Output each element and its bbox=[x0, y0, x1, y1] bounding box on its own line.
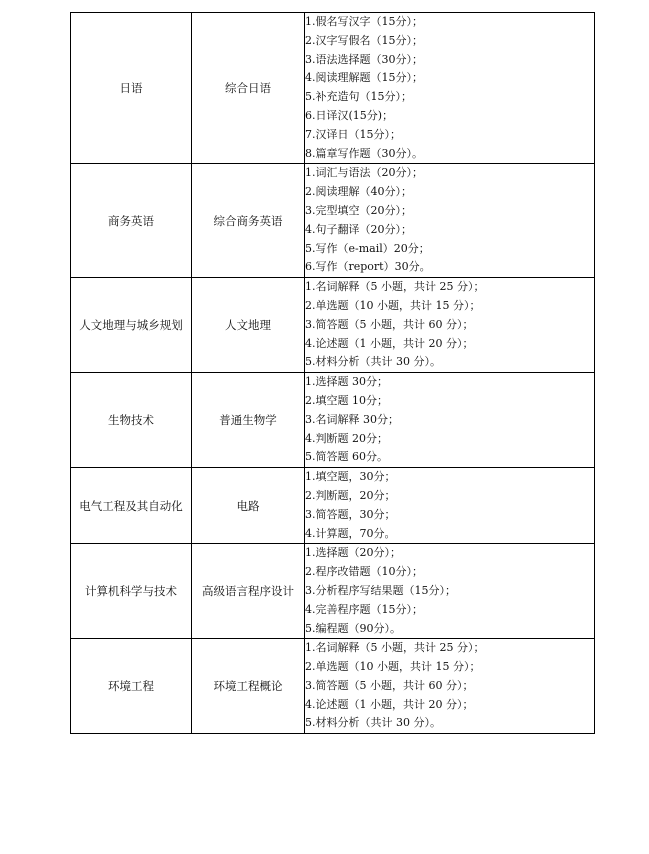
format-line: 2.判断题，20分； bbox=[305, 488, 396, 502]
format-line: 8.篇章写作题（30分）。 bbox=[305, 146, 423, 160]
format-line: 3.分析程序写结果题（15分）； bbox=[305, 583, 456, 597]
format-line: 4.论述题（1 小题，共计 20 分）； bbox=[305, 697, 474, 711]
major-cell: 计算机科学与技术 bbox=[71, 544, 192, 639]
exam-format-cell bbox=[305, 373, 595, 468]
format-line: 3.简答题（5 小题，共计 60 分）； bbox=[305, 317, 474, 331]
exam-format-cell bbox=[305, 639, 595, 734]
course-cell: 综合日语 bbox=[192, 13, 305, 164]
format-line: 2.程序改错题（10分）； bbox=[305, 565, 423, 579]
exam-format-cell bbox=[305, 13, 595, 164]
format-line: 1.填空题，30分； bbox=[305, 470, 396, 484]
format-line: 1.名词解释（5 小题，共计 25 分）； bbox=[305, 641, 485, 655]
table-row bbox=[71, 544, 595, 639]
exam-format-cell bbox=[305, 544, 595, 639]
format-line: 5.写作（e-mail）20分； bbox=[305, 241, 430, 255]
format-line: 3.简答题，30分； bbox=[305, 507, 396, 521]
format-line: 2.汉字写假名（15分）； bbox=[305, 33, 423, 47]
format-line: 4.论述题（1 小题，共计 20 分）； bbox=[305, 336, 474, 350]
table-body bbox=[71, 13, 595, 734]
format-line: 1.选择题（20分）； bbox=[305, 546, 401, 560]
table-row bbox=[71, 13, 595, 164]
format-line: 6.日译汉(15分)； bbox=[305, 108, 394, 122]
format-line: 1.名词解释（5 小题，共计 25 分）； bbox=[305, 280, 485, 294]
format-line: 5.补充造句（15分）； bbox=[305, 90, 412, 104]
exam-format-cell bbox=[305, 468, 595, 544]
format-line: 4.计算题，70分。 bbox=[305, 526, 396, 540]
course-cell: 综合商务英语 bbox=[192, 164, 305, 278]
table-row bbox=[71, 373, 595, 468]
exam-format-cell bbox=[305, 278, 595, 373]
format-line: 2.填空题 10分； bbox=[305, 393, 388, 407]
major-cell: 生物技术 bbox=[71, 373, 192, 468]
format-line: 2.单选题（10 小题，共计 15 分）； bbox=[305, 298, 481, 312]
format-line: 5.简答题 60分。 bbox=[305, 450, 388, 464]
format-line: 4.阅读理解题（15分）； bbox=[305, 71, 423, 85]
format-line: 3.完型填空（20分）； bbox=[305, 203, 412, 217]
format-line: 1.词汇与语法（20分）； bbox=[305, 166, 423, 180]
table-row bbox=[71, 164, 595, 278]
course-cell: 高级语言程序设计 bbox=[192, 544, 305, 639]
format-line: 7.汉译日（15分）； bbox=[305, 127, 401, 141]
format-line: 5.材料分析（共计 30 分）。 bbox=[305, 355, 441, 369]
major-cell: 人文地理与城乡规划 bbox=[71, 278, 192, 373]
format-line: 3.名词解释 30分； bbox=[305, 412, 399, 426]
table-row bbox=[71, 639, 595, 734]
format-line: 4.判断题 20分； bbox=[305, 431, 388, 445]
course-cell: 普通生物学 bbox=[192, 373, 305, 468]
format-line: 1.假名写汉字（15分）； bbox=[305, 15, 423, 28]
table-row bbox=[71, 468, 595, 544]
table-row bbox=[71, 278, 595, 373]
format-line: 4.句子翻译（20分）； bbox=[305, 222, 412, 236]
format-line: 5.编程题（90分）。 bbox=[305, 621, 401, 635]
major-cell: 电气工程及其自动化 bbox=[71, 468, 192, 544]
major-cell: 商务英语 bbox=[71, 164, 192, 278]
exam-format-cell bbox=[305, 164, 595, 278]
exam-subjects-table bbox=[70, 12, 595, 734]
major-cell: 环境工程 bbox=[71, 639, 192, 734]
format-line: 2.阅读理解（40分）； bbox=[305, 185, 412, 199]
course-cell: 人文地理 bbox=[192, 278, 305, 373]
format-line: 6.写作（report）30分。 bbox=[305, 260, 431, 274]
format-line: 3.语法选择题（30分）； bbox=[305, 52, 423, 66]
format-line: 2.单选题（10 小题，共计 15 分）； bbox=[305, 660, 481, 674]
format-line: 3.简答题（5 小题，共计 60 分）； bbox=[305, 678, 474, 692]
format-line: 1.选择题 30分； bbox=[305, 375, 388, 389]
format-line: 4.完善程序题（15分）； bbox=[305, 602, 423, 616]
course-cell: 电路 bbox=[192, 468, 305, 544]
format-line: 5.材料分析（共计 30 分）。 bbox=[305, 716, 441, 730]
course-cell: 环境工程概论 bbox=[192, 639, 305, 734]
major-cell: 日语 bbox=[71, 13, 192, 164]
